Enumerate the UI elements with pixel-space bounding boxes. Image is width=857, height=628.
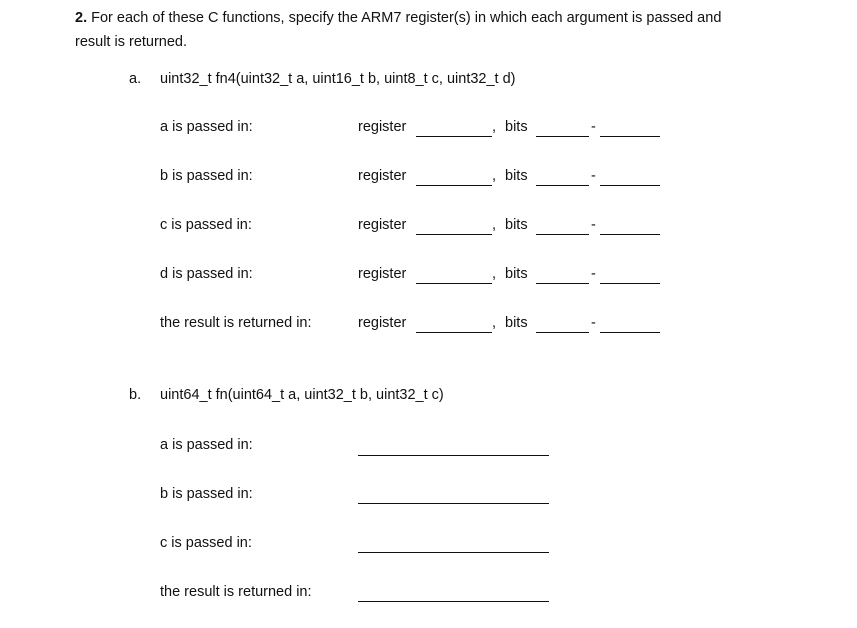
part-b-row-label: b is passed in: [160,486,253,502]
answer-blank[interactable] [358,601,549,602]
part-a-row-label: the result is returned in: [160,315,312,331]
bits-end-blank[interactable] [600,283,660,284]
answer-blank[interactable] [358,503,549,504]
dash: - [591,119,596,135]
register-blank[interactable] [416,185,492,186]
dash: - [591,266,596,282]
answer-blank[interactable] [358,455,549,456]
question-text-line1 [75,6,721,30]
bits-end-blank[interactable] [600,136,660,137]
comma: , [492,168,497,184]
part-a-row-label: d is passed in: [160,266,253,282]
register-blank[interactable] [416,136,492,137]
question-number: 2. [75,10,88,26]
register-blank[interactable] [416,332,492,333]
part-a-row-label: a is passed in: [160,119,253,135]
bits-label: bits [505,266,528,282]
bits-label: bits [505,217,528,233]
part-b-label: b. [129,387,142,403]
part-b-row-label: c is passed in: [160,535,252,551]
part-a-signature: uint32_t fn4(uint32_t a, uint16_t b, uint8_t c, uint32_t d) [160,71,516,87]
register-label: register [358,266,407,282]
bits-end-blank[interactable] [600,185,660,186]
part-a-row-label: b is passed in: [160,168,253,184]
bits-start-blank[interactable] [536,234,589,235]
dash: - [591,315,596,331]
dash: - [591,217,596,233]
register-label: register [358,217,407,233]
part-a-row-label: c is passed in: [160,217,252,233]
bits-label: bits [505,119,528,135]
comma: , [492,315,497,331]
bits-end-blank[interactable] [600,332,660,333]
answer-blank[interactable] [358,552,549,553]
question-text-line2: result is returned. [75,34,188,50]
bits-end-blank[interactable] [600,234,660,235]
comma: , [492,119,497,135]
bits-start-blank[interactable] [536,283,589,284]
part-b-signature: uint64_t fn(uint64_t a, uint32_t b, uint32_t c) [160,387,444,403]
bits-label: bits [505,168,528,184]
register-blank[interactable] [416,234,492,235]
register-label: register [358,315,407,331]
question-text: For each of these C functions, specify the ARM7 register(s) in which each argument is passed and [91,10,722,26]
register-label: register [358,119,407,135]
comma: , [492,266,497,282]
comma: , [492,217,497,233]
dash: - [591,168,596,184]
part-b-row-label: a is passed in: [160,437,253,453]
bits-start-blank[interactable] [536,185,589,186]
part-b-row-label: the result is returned in: [160,584,312,600]
bits-label: bits [505,315,528,331]
bits-start-blank[interactable] [536,136,589,137]
part-a-label: a. [129,71,142,87]
register-blank[interactable] [416,283,492,284]
register-label: register [358,168,407,184]
bits-start-blank[interactable] [536,332,589,333]
